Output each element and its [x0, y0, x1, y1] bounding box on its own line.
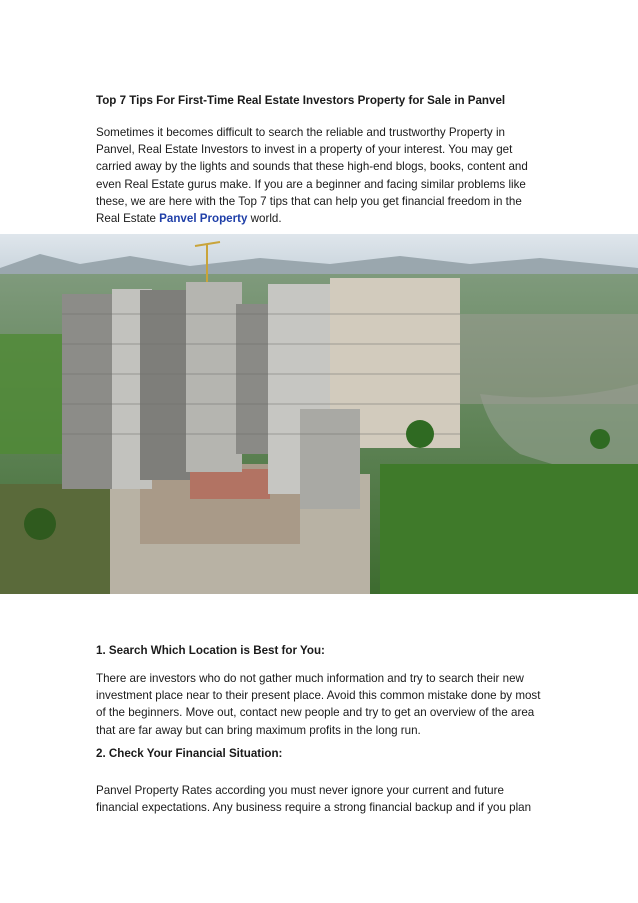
document-title: Top 7 Tips For First-Time Real Estate Investors Property for Sale in Panvel [96, 94, 506, 107]
section2-paragraph: Panvel Property Rates according you must never ignore your current and future financial expectations. Any business require a strong financial backup and if you plan [96, 784, 532, 815]
section2-heading: 2. Check Your Financial Situation: [96, 747, 283, 760]
aerial-building-photo [0, 234, 638, 594]
section1-heading: 1. Search Which Location is Best for You: [96, 644, 325, 657]
panvel-property-link[interactable]: Panvel Property [159, 212, 248, 226]
intro-text: Sometimes it becomes difficult to search the reliable and trustworthy Property in Panvel, Real Estate Investors to invest in a property of your interest. You may get carried away by the lights and sounds that these high-end blogs, books, content and even Real Estate gurus make. If you are a beginner and facing similar problems like these, we are here with the Top 7 tips that can help you get financial freedom in the Real Estate [96, 126, 528, 226]
section1-paragraph: There are investors who do not gather much information and try to search their new investment place near to their present place. Avoid this common mistake done by most of the beginners. Move out, contact new people and try to get an overview of the area that are far away but can bring maximum profits in the long run. [96, 672, 541, 737]
intro-paragraph [96, 124, 546, 227]
intro-end-text: world. [247, 212, 282, 226]
